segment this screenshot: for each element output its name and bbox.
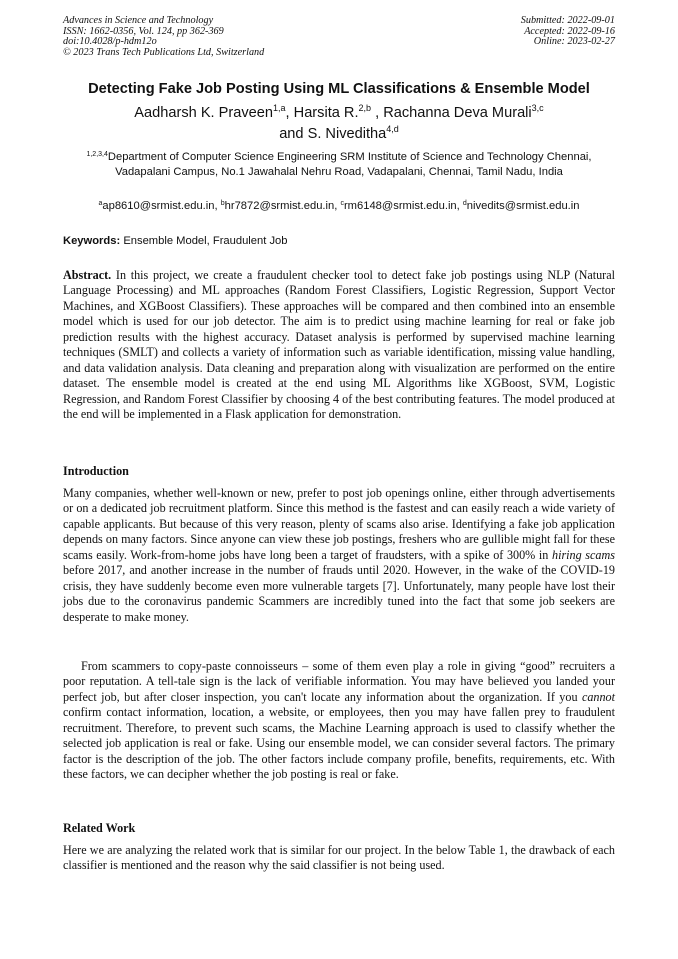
author-list: Aadharsh K. Praveen$^{1,a}$, Harsita R.$^{2,b}$ , Rachanna Deva Murali$^{3,c}$ and S. Niveditha$^{4,d}$ bbox=[134, 103, 544, 142]
issn-line: ISSN: 1662-0356, Vol. 124, pp 362-369 bbox=[63, 25, 224, 37]
publication-dates bbox=[521, 16, 615, 48]
author-affil-mark: 1,a bbox=[273, 103, 286, 113]
abstract-label: Abstract. bbox=[63, 268, 112, 282]
journal-info bbox=[63, 16, 264, 58]
author-name: S. Niveditha bbox=[307, 126, 387, 142]
author-affil-mark: 4,d bbox=[386, 124, 399, 134]
keywords-text: Ensemble Model, Fraudulent Job bbox=[123, 235, 288, 247]
author-name: Harsita R. bbox=[293, 105, 359, 121]
keywords-label: Keywords: bbox=[63, 235, 121, 247]
emphasis-text: hiring scams bbox=[552, 547, 615, 562]
copyright-line: © 2023 Trans Tech Publications Ltd, Switzerland bbox=[63, 46, 265, 58]
doi-line: doi:10.4028/p-hdm12o bbox=[63, 36, 157, 48]
paragraph-text: before 2017, and another increase in the number of frauds until 2020. However, in the wake of the COVID-19 crisis, they have suddenly become even more vulnerable targets [7]. Unfortunately, many people have lost their jobs due to the coronavirus pandemic Scammers are incredibly tuned into the fact that some job seekers are desperate to make money. bbox=[63, 563, 615, 624]
email-list: $^a$ap8610@srmist.edu.in, $^b$hr7872@srmist.edu.in, $^c$rm6148@srmist.edu.in, $^d$nivedits@srmist.edu.in bbox=[98, 200, 580, 212]
abstract-text: In this project, we create a fraudulent checker tool to detect fake job postings using NLP (Natural Language Processing) and ML approaches (Random Forest Classifiers, Logistic Regression, Support Vector Machines, and XGBoost Classifiers). These approaches will be compared and then combined into an ensemble model which is used for our job detector. The aim is to predict using machine learning for real or fake job prediction results with the highest accuracy. Dataset analysis is performed by supervised machine learning techniques (SMLT) and collects a variety of information such as variable identification, missing value handling, and data validation analysis. Data cleaning and preparation along with visualization are performed on the entire dataset. The ensemble model is created at the end using ML Algorithms like XGBoost, SVM, Logistic Regression, and Random Forest Classifier by choosing 4 of the best contributing features. The model produced at the end will be implemented in a Flask application for demonstration. bbox=[63, 268, 615, 422]
keywords bbox=[63, 235, 288, 247]
related-work-paragraph: Here we are analyzing the related work that is similar for our project. In the below Table 1, the drawback of each classifier is mentioned and the reason why the said classifier is not being used. bbox=[63, 843, 615, 873]
emphasis-text: cannot bbox=[581, 689, 615, 704]
email-link[interactable]: rm6148@srmist.edu.in bbox=[343, 200, 457, 212]
email-mark: c bbox=[340, 200, 344, 207]
introduction-heading: Introduction bbox=[63, 464, 129, 478]
paragraph-text: Many companies, whether well-known or new, prefer to post job openings online, either through advertisements or on a dedicated job recruitment platform. Since this method is the fastest and can easily reach a wide variety of capable applicants. But because of this very reason, plenty of scams also arise. Identifying a fake job application depends on many factors. Since anyone can view these job postings, freshers who are gullible might fall for these scams easily. Work-from-home jobs have long been a target of fraudsters, with a spike of 300% in bbox=[63, 486, 615, 562]
introduction-paragraph-1 bbox=[63, 486, 615, 625]
online-date: Online: 2023-02-27 bbox=[533, 36, 615, 48]
affiliation-text: Department of Computer Science Engineering SRM Institute of Science and Technology Chennai, Vadapalani Campus, No.1 Jawahalal Nehru Road, Vadapalani, Chennai, Tamil Nadu, India bbox=[107, 151, 592, 179]
author-affil-mark: 3,c bbox=[531, 103, 544, 113]
related-work-heading: Related Work bbox=[63, 821, 136, 835]
email-mark: a bbox=[98, 200, 103, 207]
email-mark: b bbox=[220, 200, 225, 207]
abstract bbox=[63, 268, 615, 423]
author-name: Rachanna Deva Murali bbox=[383, 105, 532, 121]
author-conjunction: and bbox=[279, 126, 308, 142]
author-affil-mark: 2,b bbox=[358, 103, 372, 113]
paper-title: Detecting Fake Job Posting Using ML Classifications & Ensemble Model bbox=[88, 81, 590, 97]
email-link[interactable]: hr7872@srmist.edu.in bbox=[224, 200, 335, 212]
email-mark: d bbox=[462, 200, 467, 207]
affiliation-mark: 1,2,3,4 bbox=[86, 151, 108, 158]
email-link[interactable]: ap8610@srmist.edu.in bbox=[102, 200, 215, 212]
submitted-date: Submitted: 2022-09-01 bbox=[520, 15, 615, 26]
affiliation bbox=[63, 150, 615, 181]
author-name: Aadharsh K. Praveen bbox=[134, 105, 274, 121]
introduction-paragraph-2 bbox=[63, 659, 615, 783]
journal-name: Advances in Science and Technology bbox=[63, 15, 214, 26]
email-link[interactable]: nivedits@srmist.edu.in bbox=[466, 200, 580, 212]
accepted-date: Accepted: 2022-09-16 bbox=[524, 25, 615, 37]
paragraph-text: From scammers to copy-paste connoisseurs – some of them even play a role in giving “good” recruiters a poor reputation. A tell-tale sign is the lack of verifiable information. You may have believed you landed your perfect job, but after closer inspection, you can't locate any information about the organization. If you bbox=[63, 659, 615, 704]
paragraph-text: confirm contact information, location, a website, or employees, then you may have fallen prey to fraudulent recruitment. Therefore, to prevent such scams, the Machine Learning approach is used to classify whether the selected job application is real or fake. Using our ensemble model, we can consider several factors. The primary factor is the description of the job. The other factors include company profile, benefits, requirements, etc. With these factors, we can decipher whether the job posting is real or fake. bbox=[63, 705, 615, 782]
